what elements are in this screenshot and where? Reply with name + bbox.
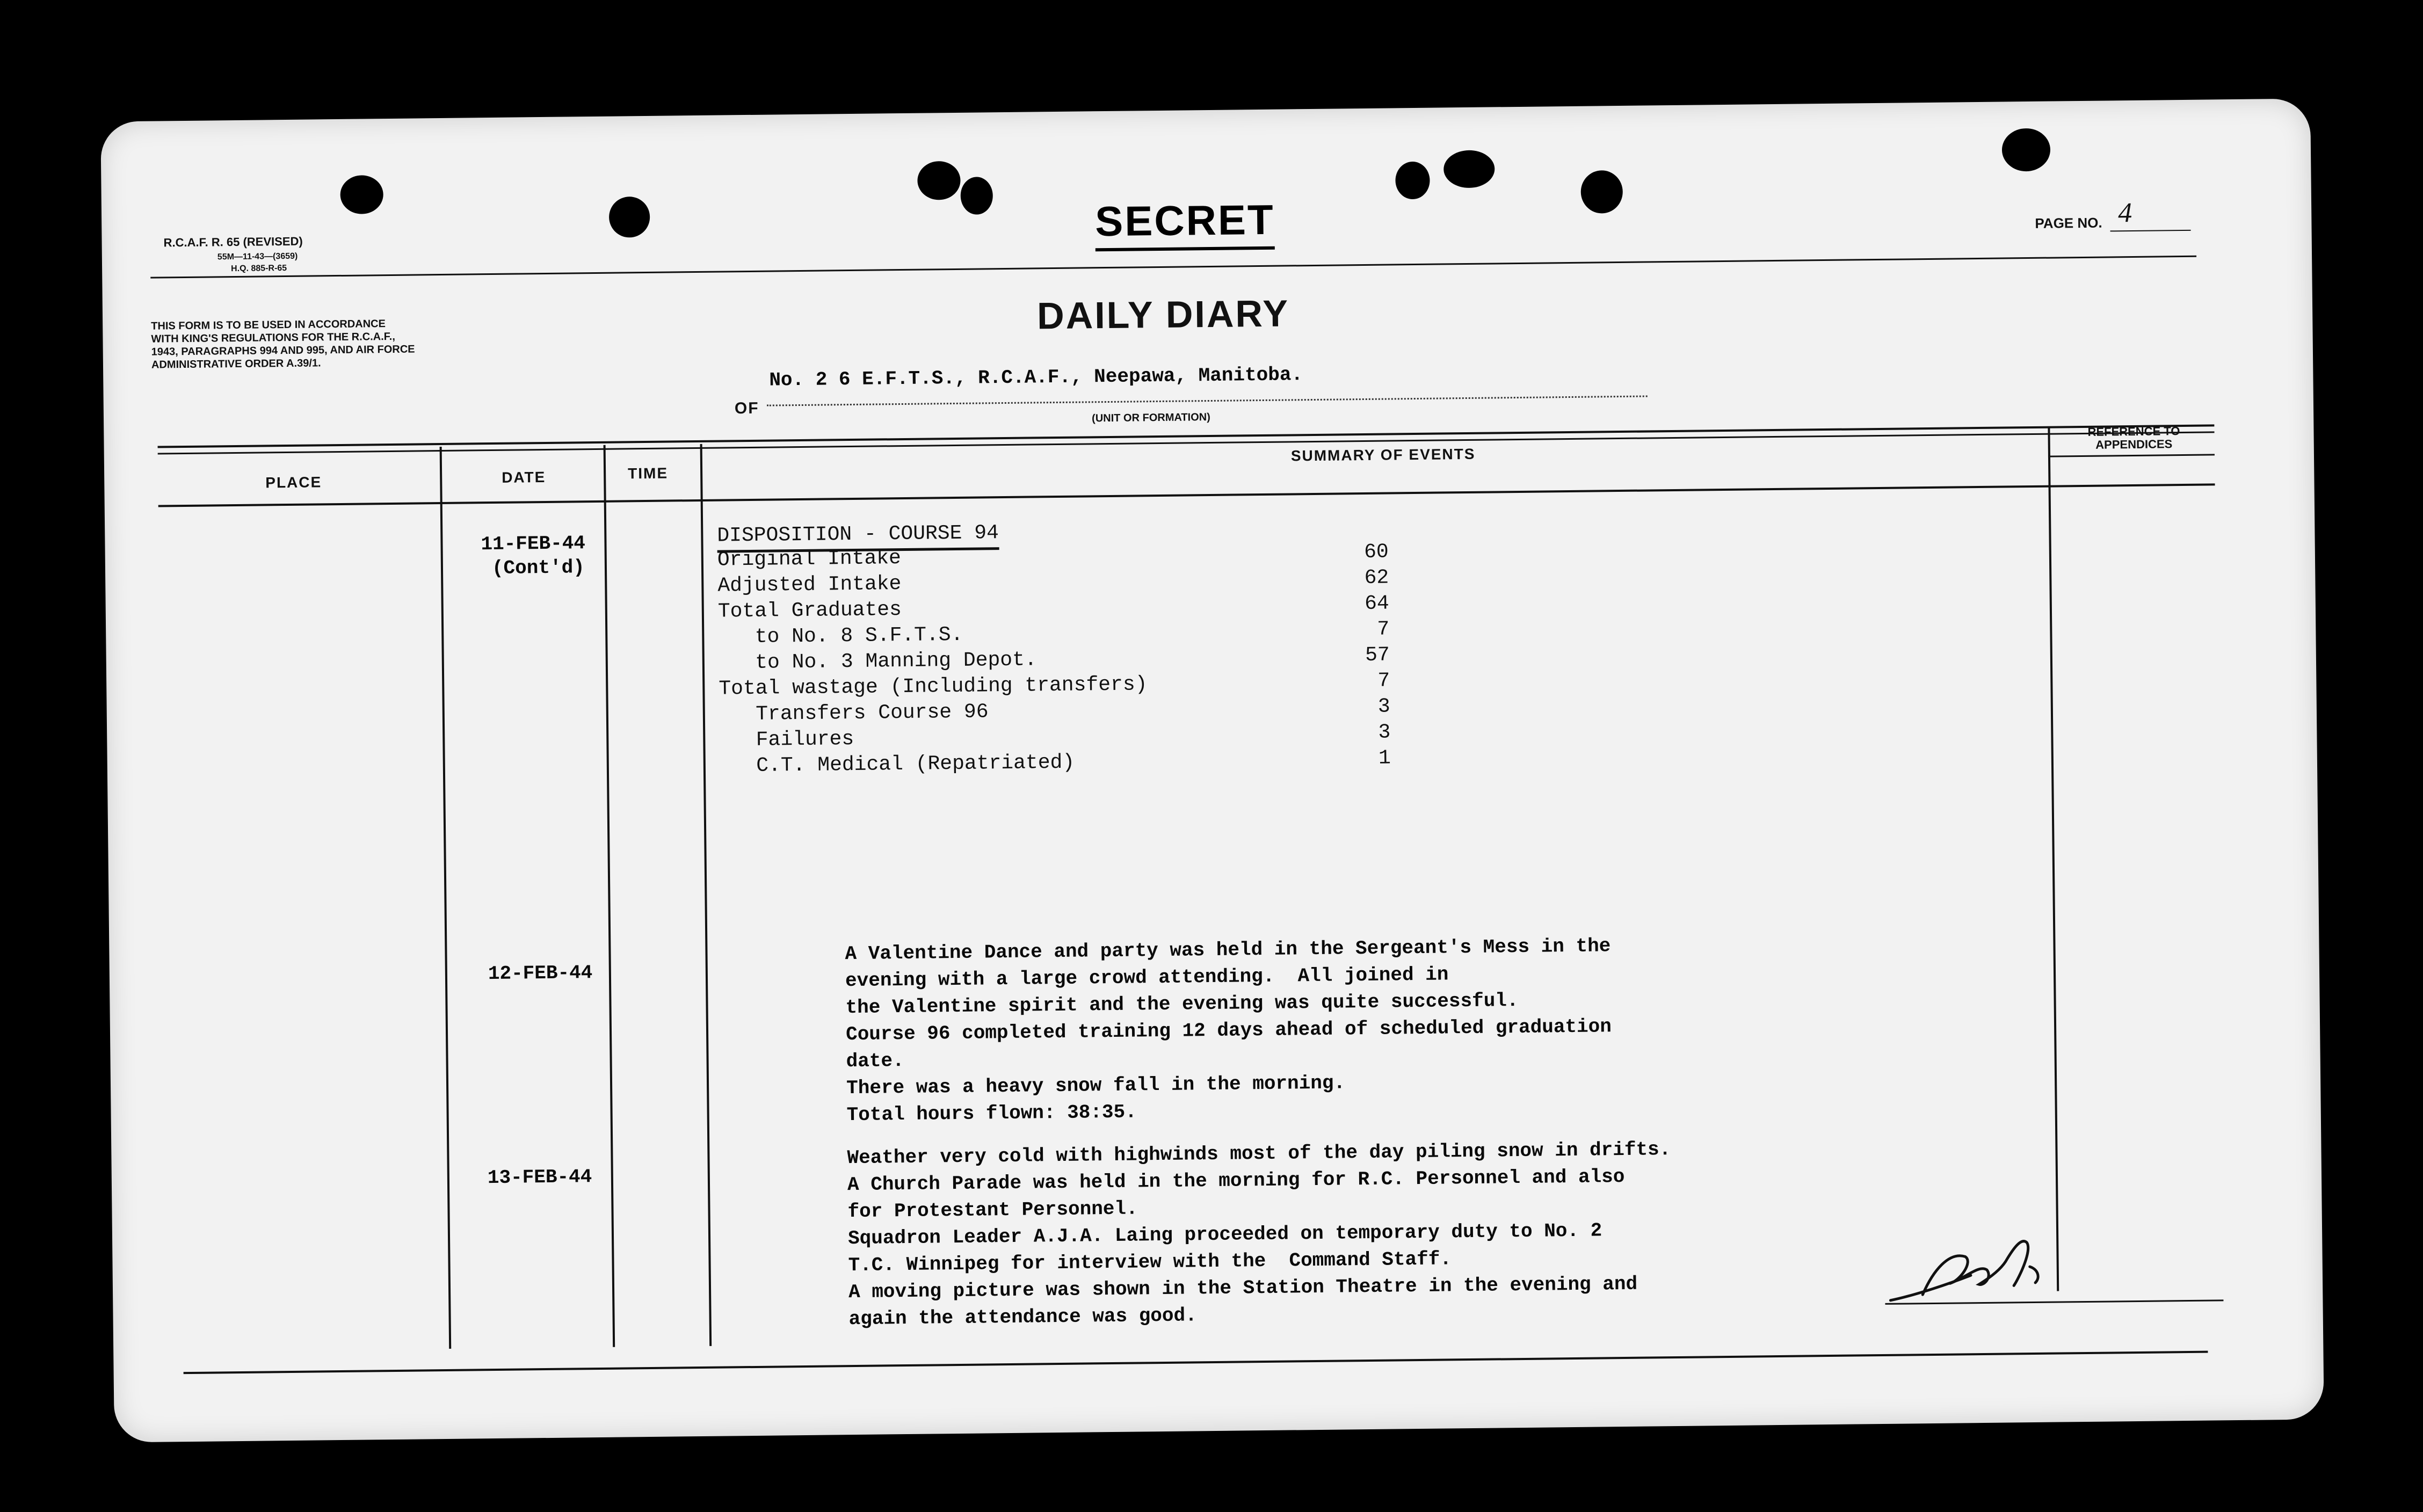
entry-line: A moving picture was shown in the Station Theatre in the evening and	[848, 1273, 1638, 1304]
regulation-notice	[151, 317, 415, 372]
column-divider-place	[440, 447, 452, 1349]
unit-caption: (UNIT OR FORMATION)	[1092, 411, 1210, 425]
disposition-label: Original Intake	[717, 547, 902, 572]
form-code-line3: H.Q. 885-R-65	[231, 263, 287, 274]
disposition-value: 62	[1364, 566, 1389, 590]
disposition-label: Failures	[719, 727, 854, 752]
table-header-rule	[158, 483, 2215, 507]
table-top-rule	[158, 424, 2215, 448]
disposition-value: 7	[1377, 617, 1390, 641]
notice-line: WITH KING'S REGULATIONS FOR THE R.C.A.F.,	[151, 330, 395, 345]
punch-hole	[1395, 162, 1430, 200]
disposition-value: 64	[1364, 592, 1389, 616]
page-number-underline	[2110, 230, 2191, 232]
column-header-summary: SUMMARY OF EVENTS	[1290, 445, 1476, 464]
entry-text	[847, 1136, 1672, 1333]
disposition-value: 3	[1378, 721, 1391, 744]
notice-line: 1943, PARAGRAPHS 994 AND 995, AND AIR FORCE	[151, 343, 415, 358]
disposition-heading: DISPOSITION - COURSE 94	[717, 520, 999, 553]
disposition-label: to No. 8 S.F.T.S.	[718, 623, 963, 649]
initials-signature	[1884, 1218, 2063, 1311]
disposition-label: Adjusted Intake	[717, 572, 902, 598]
entry-line: date.	[846, 1050, 904, 1073]
unit-name: No. 2 6 E.F.T.S., R.C.A.F., Neepawa, Manitoba.	[769, 364, 1303, 391]
entry-line: Total hours flown: 38:35.	[846, 1101, 1137, 1126]
entry-line: Squadron Leader A.J.A. Laing proceeded on temporary duty to No. 2	[847, 1219, 1602, 1250]
punch-hole	[2002, 128, 2051, 172]
form-code: R.C.A.F. R. 65 (REVISED)	[163, 234, 303, 250]
column-header-date: DATE	[502, 468, 546, 486]
page-number: 4	[2117, 198, 2132, 229]
notice-line: THIS FORM IS TO BE USED IN ACCORDANCE	[151, 318, 386, 332]
entry-line: T.C. Winnipeg for interview with the Command Staff.	[848, 1248, 1452, 1277]
header-rule	[150, 256, 2196, 279]
entry-line: A Church Parade was held in the morning for R.C. Personnel and also	[847, 1166, 1625, 1196]
entry-date: 11-FEB-44	[481, 532, 586, 556]
entry-date: 12-FEB-44	[488, 962, 593, 985]
of-label: OF	[734, 399, 759, 418]
punch-hole	[917, 161, 961, 200]
column-divider-date	[604, 445, 615, 1347]
column-header-place: PLACE	[265, 474, 322, 491]
entry-text	[845, 933, 1612, 1129]
disposition-label: Total wastage (Including transfers)	[719, 673, 1148, 701]
entry-line: the Valentine spirit and the evening was quite successful.	[845, 990, 1519, 1019]
disposition-value: 60	[1363, 540, 1389, 564]
punch-hole	[1580, 170, 1623, 214]
entry-date-continued: (Cont'd)	[491, 556, 585, 580]
disposition-table	[717, 539, 1579, 780]
punch-hole	[609, 197, 650, 238]
secret-stamp: SECRET	[1095, 195, 1275, 251]
entry-line: again the attendance was good.	[848, 1304, 1197, 1331]
diary-card	[100, 99, 2324, 1443]
disposition-value: 57	[1365, 643, 1390, 667]
disposition-value: 1	[1378, 746, 1391, 770]
page-label: PAGE NO.	[2035, 214, 2102, 231]
column-divider-time	[700, 444, 712, 1346]
unit-dotted-line	[767, 395, 1648, 406]
entry-line: evening with a large crowd attending. All joined in	[845, 963, 1449, 992]
table-bottom-rule	[184, 1351, 2208, 1374]
disposition-value: 7	[1377, 669, 1390, 693]
punch-hole	[960, 177, 993, 215]
entry-line: Course 96 completed training 12 days ahead of scheduled graduation	[845, 1015, 1612, 1046]
disposition-label: C.T. Medical (Repatriated)	[719, 751, 1075, 778]
form-code-line2: 55M—11-43—(3659)	[217, 251, 298, 262]
disposition-value: 3	[1377, 695, 1390, 718]
punch-hole	[340, 175, 383, 214]
entry-line: There was a heavy snow fall in the morning.	[846, 1072, 1346, 1100]
punch-hole	[1443, 150, 1495, 188]
column-header-time: TIME	[627, 464, 669, 482]
notice-line: ADMINISTRATIVE ORDER A.39/1.	[151, 357, 321, 371]
column-header-reference: REFERENCE TO APPENDICES	[2087, 424, 2180, 452]
reference-header-rule	[2048, 454, 2215, 457]
entry-date: 13-FEB-44	[487, 1166, 592, 1189]
disposition-label: Total Graduates	[717, 598, 902, 623]
entry-line: Weather very cold with highwinds most of the day piling snow in drifts.	[847, 1138, 1671, 1169]
disposition-label: to No. 3 Manning Depot.	[718, 648, 1037, 675]
entry-line: for Protestant Personnel.	[847, 1197, 1138, 1223]
disposition-label: Transfers Course 96	[719, 700, 989, 726]
column-divider-summary	[2048, 427, 2059, 1291]
page-title: DAILY DIARY	[1036, 292, 1290, 337]
entry-line: A Valentine Dance and party was held in the Sergeant's Mess in the	[845, 935, 1611, 965]
